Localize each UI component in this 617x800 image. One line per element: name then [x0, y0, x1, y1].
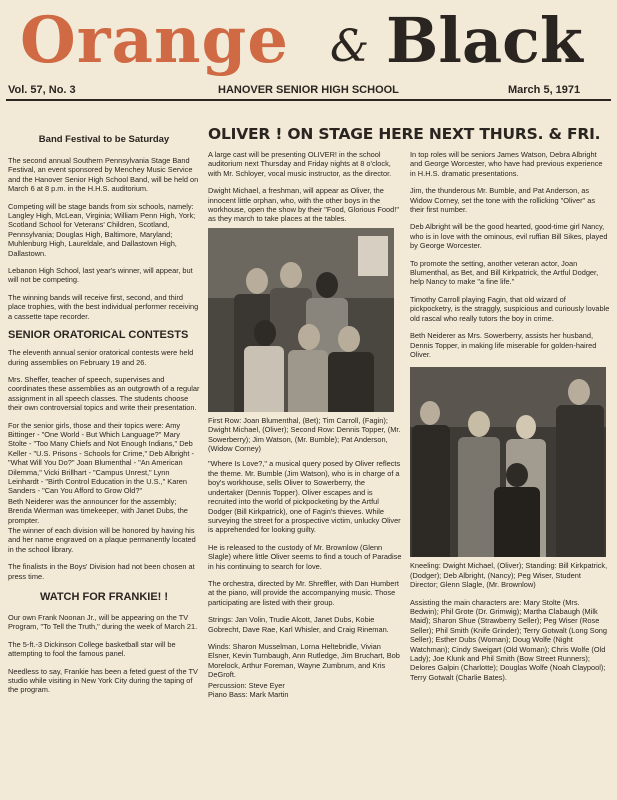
frankie-paragraph: The 5-ft.-3 Dickinson College basketball star will be attempting to fool the famous panel. — [8, 639, 176, 659]
oratorical-paragraph: For the senior girls, those and their topics were: Amy Bittinger - "One World - But Which Language?" Mary Stolte - "Too Many Chiefs and Not Enough Indians," Deb Keller - "U.S. Prisons - Schools for Crime," Deb Albright - "What Will You Do?" Joan Blumenthal - "An American Dilemma," Vicki Brillhart - "Campus Unrest," Lynn Leinhardt - "Birth Control Education in the U.S.," Karen Sanders - "Can You Afford to Grow Old?" — [8, 420, 194, 496]
volume-number: Vol. 57, No. 3 — [8, 84, 76, 96]
masthead-ampersand: & — [330, 21, 370, 72]
column-left — [8, 134, 200, 703]
cast-paragraph: To promote the setting, another veteran actor, Joan Blumenthal, as Bet, and Bill Kirkpatrick, the Artful Dodger, help Nancy to make "a fine life." — [410, 258, 599, 287]
band-paragraph: The second annual Southern Pennsylvania Stage Band Festival, an event sponsored by Menchey Music Service and the Hanover Senior High School Band, will be held on March 6 at 8 p.m. in the H.H.S. auditorium. — [8, 156, 199, 194]
main-headline: OLIVER ! ON STAGE HERE NEXT THURS. & FRI. — [208, 125, 601, 143]
oratorical-paragraph: Beth Neiderer was the announcer for the assembly; Brenda Wierman was timekeeper, with Janet Dubs, the prompter. — [8, 496, 188, 525]
cast-photo-first — [208, 228, 394, 412]
band-paragraph: The winning bands will receive first, second, and third place trophies, with the best individual performer receiving a cassette tape recorder. — [8, 292, 199, 321]
oratorical-paragraph: The winner of each division will be honored by having his and her name engraved on a plaque permanently located in the school library. — [8, 526, 196, 554]
oratorical-paragraph: Mrs. Sheffer, teacher of speech, supervises and coordinates these assemblies as an outgrowth of a regular assignment in all speech classes. The students choose their own controversial topics and write their presentation. — [8, 374, 200, 413]
oratorical-paragraph: The finalists in the Boys' Division had not been chosen at press time. — [8, 562, 195, 581]
cast-paragraph: Assisting the main characters are: Mary Stolte (Mrs. Bedwin); Phil Grote (Dr. Grimwig); Martha Clabaugh (Milk Maid); Sharon Shue (Strawberry Seller); Peg Wiser (Rose Seller); Phil Smith (Knife Grinder); Terry Gotwalt (Long Song Seller); Esther Dubs (Woman); Doug Wolfe (Night Watchman); Cindy Sweigart (Old Woman); Chris Wolfe (Old Lady); Joe Klunk and Phil Smith (Bow Street Runners); Delores Galpin (Charlotte); Douglas Wolfe (Noah Claypool); Terry Gotwalt (Charlie Bates). — [410, 597, 608, 682]
frankie-paragraph: Our own Frank Noonan Jr., will be appearing on the TV Program, "To Tell the Truth," during the week of March 21. — [8, 613, 198, 632]
orchestra-winds: Winds: Sharon Musselman, Lorna Heltebridle, Vivian Elsner, Kevin Turnbaugh, Ann Rutledge, Jim Bruchart, Bob Morelock, Arthur Foreman, Wayne Zumbrum, and Kris DeGroft. — [208, 641, 400, 680]
masthead-title-black: Black — [386, 4, 583, 77]
school-name: HANOVER SENIOR HIGH SCHOOL — [218, 84, 399, 96]
oliver-paragraph: A large cast will be presenting OLIVER! in the school auditorium next Thursday and Friday nights at 8 o'clock, with Mr. Schloyer, vocal music instructor, as the director. — [208, 150, 392, 178]
orchestra-piano-bass: Piano Bass: Mark Martin — [208, 690, 289, 699]
frankie-heading: WATCH FOR FRANKIE! ! — [39, 591, 169, 604]
column-right — [410, 150, 610, 690]
oliver-paragraph: Dwight Michael, a freshman, will appear as Oliver, the innocent little orphan, who, with the other boys in the workhouse, open the show by their "Food, Glorious Food!" as they march to take places at the tables. — [208, 186, 399, 224]
cast-paragraph: Beth Neiderer as Mrs. Sowerberry, assists her husband, Dennis Topper, in making life miserable for golden-haired Oliver. — [410, 331, 597, 359]
masthead-title-orange: Orange — [20, 3, 289, 78]
frankie-paragraph: Needless to say, Frankie has been a feted guest of the TV studio while visiting in New York City during the taping of the program. — [8, 666, 198, 695]
issue-date: March 5, 1971 — [508, 84, 581, 96]
orchestra-percussion: Percussion: Steve Eyer — [208, 680, 285, 690]
oratorical-heading: SENIOR ORATORICAL CONTESTS — [8, 329, 189, 342]
orchestra-strings: Strings: Jan Volin, Trudie Alcott, Janet Dubs, Kobie Gobrecht, Dave Rae, Karl Whisler, and Craig Rineman. — [208, 615, 389, 634]
band-paragraph: Competing will be stage bands from six schools, namely: Langley High, McLean, Virginia; William Penn High, York; Scotland School for Veterans' Children, Scotland, Pennsylvania; Douglas High, Baltimore, Maryland; Muhlenburg High, Laureldale, and Dallastown High, Dallastown. — [8, 201, 196, 258]
cast-photo-second — [410, 367, 606, 557]
cast-paragraph: In top roles will be seniors James Watson, Debra Albright and George Worcester, who have had previous experience in H.H.S. dramatic presentations. — [410, 150, 603, 178]
cast-paragraph: Timothy Carroll playing Fagin, that old wizard of pickpocketry, is the straggly, suspicious and curiously lovable old rascal who really tutors the boy in crime. — [410, 294, 610, 323]
oliver-paragraph: The orchestra, directed by Mr. Shreffler, with Dan Humbert at the piano, will provide the accompanying music. Those participating are listed with their group. — [208, 578, 399, 607]
band-paragraph: Lebanon High School, last year's winner, will appear, but will not be competing. — [8, 266, 193, 285]
photo-caption-first: First Row: Joan Blumenthal, (Bet); Tim Carroll, (Fagin); Dwight Michael, (Oliver); Second Row: Dennis Topper, (Mr. Sowerberry); Jim Watson, (Mr. Bumble); Pat Anderson, (Widow Corney) — [208, 415, 401, 454]
photo-caption-second: Kneeling: Dwight Michael, (Oliver); Standing: Bill Kirkpatrick, (Dodger); Deb Albright, (Nancy); Peg Wiser, Student Director; Glenn Slagle, (Mr. Brownlow) — [410, 561, 608, 590]
masthead-rule — [6, 99, 611, 101]
cast-paragraph: Deb Albright will be the good hearted, good-time girl Nancy, who is in love with the ominous, evil ruffian Bill Sikes, played by George Worcester. — [410, 222, 608, 251]
column-middle — [208, 150, 402, 707]
band-festival-heading: Band Festival to be Saturday — [38, 134, 170, 145]
oratorical-paragraph: The eleventh annual senior oratorical contests were held during assemblies on February 19 and 26. — [8, 348, 194, 367]
oliver-paragraph: He is released to the custody of Mr. Brownlow (Glenn Slagle) where little Oliver seems to find a touch of Paradise in his continuing to search for love. — [208, 542, 402, 571]
oliver-paragraph: "Where Is Love?," a musical query posed by Oliver reflects the theme. Mr. Bumble (Jim Watson), who is in charge of a boy's workhouse, sells Oliver to Sowerberry, the undertaker (Dennis Topper). Oliver escapes and is recruited into the world of pickpocketing by the Artful Dodger (Bill Kirkpatrick), one of Fagin's thieves. While surveying the street for a prospective victim, unlucky Oliver is apprehended for looking guilty. — [208, 459, 401, 535]
cast-paragraph: Jim, the thunderous Mr. Bumble, and Pat Anderson, as Widow Corney, set the tone with the rollicking "Oliver" as their first number. — [410, 186, 596, 215]
